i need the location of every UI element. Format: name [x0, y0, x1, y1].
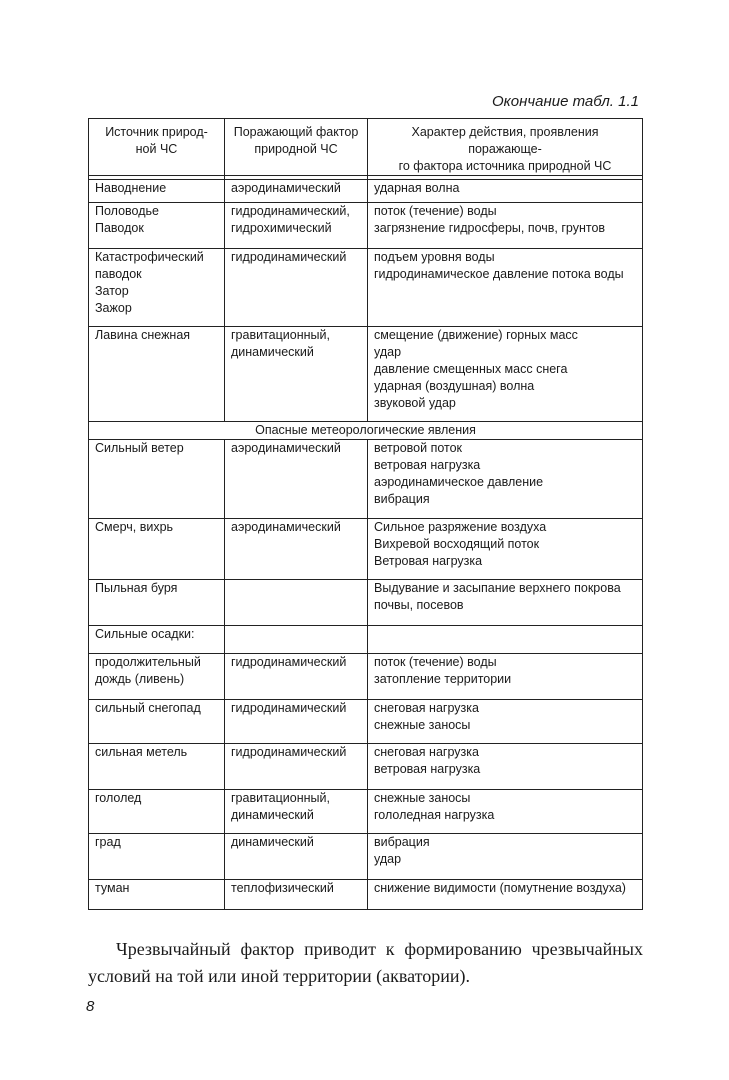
- cell-factor: [225, 834, 368, 880]
- cell-line: вибрация: [374, 835, 430, 849]
- cell-line: Сильный ветер: [95, 441, 184, 455]
- cell-factor: [225, 580, 368, 626]
- cell-source: [89, 700, 225, 744]
- page-number: 8: [86, 998, 95, 1015]
- cell-line: гидродинамический,: [231, 204, 350, 218]
- cell-effect: [368, 744, 643, 790]
- table-row: [89, 626, 643, 654]
- cell-line: аэродинамический: [231, 441, 341, 455]
- cell-factor: [225, 327, 368, 422]
- cell-line: гидродинамический: [231, 701, 347, 715]
- cell-factor: [225, 203, 368, 249]
- cell-effect: [368, 834, 643, 880]
- table-row: [89, 744, 643, 790]
- cell-line: гололед: [95, 791, 142, 805]
- cell-line: Сильные осадки:: [95, 627, 195, 641]
- table-body-meteo: [89, 440, 643, 910]
- cell-source: [89, 790, 225, 834]
- section-title: Опасные метеорологические явления: [89, 422, 643, 440]
- cell-line: гидродинамический: [231, 745, 347, 759]
- cell-factor: [225, 626, 368, 654]
- cell-line: сильный снегопад: [95, 701, 201, 715]
- cell-source: [89, 744, 225, 790]
- cell-effect: [368, 440, 643, 519]
- cell-line: гололедная нагрузка: [374, 808, 495, 822]
- cell-line: удар: [374, 345, 402, 359]
- cell-factor: [225, 440, 368, 519]
- cell-factor: [225, 180, 368, 203]
- cell-source: [89, 249, 225, 327]
- cell-line: Выдувание и засыпание верхнего покрова: [374, 581, 621, 595]
- cell-line: Половодье: [95, 204, 159, 218]
- cell-line: Катастрофический: [95, 250, 204, 264]
- section-row: [89, 422, 643, 440]
- cell-effect: [368, 327, 643, 422]
- cell-line: гидродинамический: [231, 250, 347, 264]
- table-row: [89, 440, 643, 519]
- cell-line: поток (течение) воды: [374, 655, 497, 669]
- cell-line: загрязнение гидросферы, почв, грунтов: [374, 221, 606, 235]
- table-row: [89, 880, 643, 910]
- cell-line: смещение (движение) горных масс: [374, 328, 578, 342]
- cell-line: звуковой удар: [374, 396, 456, 410]
- cell-line: снеговая нагрузка: [374, 701, 479, 715]
- table-section: [89, 422, 643, 440]
- cell-source: [89, 834, 225, 880]
- cell-factor: [225, 790, 368, 834]
- cell-line: теплофизический: [231, 881, 334, 895]
- table-row: [89, 580, 643, 626]
- cell-line: продолжительный: [95, 655, 201, 669]
- cell-line: подъем уровня воды: [374, 250, 495, 264]
- cell-effect: [368, 180, 643, 203]
- cell-effect: [368, 654, 643, 700]
- cell-line: Паводок: [95, 221, 144, 235]
- cell-line: Лавина снежная: [95, 328, 191, 342]
- cell-line: снижение видимости (помутнение воздуха): [374, 881, 626, 895]
- cell-effect: [368, 519, 643, 580]
- cell-line: ударная волна: [374, 181, 460, 195]
- cell-effect: [368, 700, 643, 744]
- header-effect: Характер действия, проявления поражающе- го фактора источника природной ЧС: [368, 119, 643, 176]
- cell-line: гидродинамическое давление потока воды: [374, 267, 624, 281]
- cell-effect: [368, 249, 643, 327]
- cell-effect: [368, 790, 643, 834]
- cell-factor: [225, 519, 368, 580]
- cell-line: снеговая нагрузка: [374, 745, 479, 759]
- table-body-hydro: [89, 180, 643, 422]
- cell-line: Смерч, вихрь: [95, 520, 174, 534]
- cell-source: [89, 626, 225, 654]
- cell-line: ветровая нагрузка: [374, 458, 481, 472]
- cell-line: снежные заносы: [374, 718, 471, 732]
- cell-factor: [225, 880, 368, 910]
- cell-line: аэродинамический: [231, 520, 341, 534]
- table-row: [89, 790, 643, 834]
- hazard-table: [88, 118, 643, 910]
- cell-source: [89, 654, 225, 700]
- table-caption: Окончание табл. 1.1: [492, 93, 639, 110]
- cell-line: туман: [95, 881, 130, 895]
- cell-line: гидродинамический: [231, 655, 347, 669]
- cell-line: град: [95, 835, 121, 849]
- cell-line: Ветровая нагрузка: [374, 554, 483, 568]
- header-source: Источник природ- ной ЧС: [89, 119, 225, 176]
- cell-source: [89, 180, 225, 203]
- cell-source: [89, 440, 225, 519]
- cell-source: [89, 203, 225, 249]
- cell-source: [89, 519, 225, 580]
- cell-line: динамический: [231, 835, 314, 849]
- cell-line: вибрация: [374, 492, 430, 506]
- cell-line: аэродинамический: [231, 181, 341, 195]
- table-row: [89, 327, 643, 422]
- cell-effect: [368, 203, 643, 249]
- table-row: [89, 180, 643, 203]
- cell-line: паводок: [95, 267, 142, 281]
- cell-line: ветровая нагрузка: [374, 762, 481, 776]
- table-row: [89, 203, 643, 249]
- cell-line: Пыльная буря: [95, 581, 178, 595]
- cell-line: гидрохимический: [231, 221, 332, 235]
- cell-line: удар: [374, 852, 402, 866]
- cell-effect: [368, 880, 643, 910]
- cell-line: Затор: [95, 284, 129, 298]
- cell-line: почвы, посевов: [374, 598, 464, 612]
- table-header-row: [89, 119, 643, 176]
- cell-line: ветровой поток: [374, 441, 463, 455]
- cell-source: [89, 327, 225, 422]
- cell-line: ударная (воздушная) волна: [374, 379, 535, 393]
- cell-line: аэродинамическое давление: [374, 475, 544, 489]
- cell-line: гравитационный,: [231, 791, 330, 805]
- table-row: [89, 249, 643, 327]
- cell-line: Наводнение: [95, 181, 167, 195]
- cell-effect: [368, 580, 643, 626]
- cell-factor: [225, 654, 368, 700]
- cell-line: динамический: [231, 808, 314, 822]
- cell-factor: [225, 700, 368, 744]
- body-paragraph: Чрезвычайный фактор приводит к формированию чрезвычайных условий на той или иной территории (акватории).: [88, 939, 643, 986]
- cell-line: поток (течение) воды: [374, 204, 497, 218]
- table-row: [89, 834, 643, 880]
- cell-line: дождь (ливень): [95, 672, 185, 686]
- cell-line: затопление территории: [374, 672, 512, 686]
- cell-source: [89, 580, 225, 626]
- cell-line: Зажор: [95, 301, 132, 315]
- table-row: [89, 519, 643, 580]
- table-row: [89, 654, 643, 700]
- cell-factor: [225, 249, 368, 327]
- cell-line: снежные заносы: [374, 791, 471, 805]
- cell-line: сильная метель: [95, 745, 188, 759]
- cell-line: давление смещенных масс снега: [374, 362, 568, 376]
- cell-line: гравитационный,: [231, 328, 330, 342]
- cell-effect: [368, 626, 643, 654]
- table-row: [89, 700, 643, 744]
- cell-line: динамический: [231, 345, 314, 359]
- cell-line: Сильное разряжение воздуха: [374, 520, 547, 534]
- cell-source: [89, 880, 225, 910]
- cell-line: Вихревой восходящий поток: [374, 537, 540, 551]
- cell-factor: [225, 744, 368, 790]
- header-factor: Поражающий фактор природной ЧС: [225, 119, 368, 176]
